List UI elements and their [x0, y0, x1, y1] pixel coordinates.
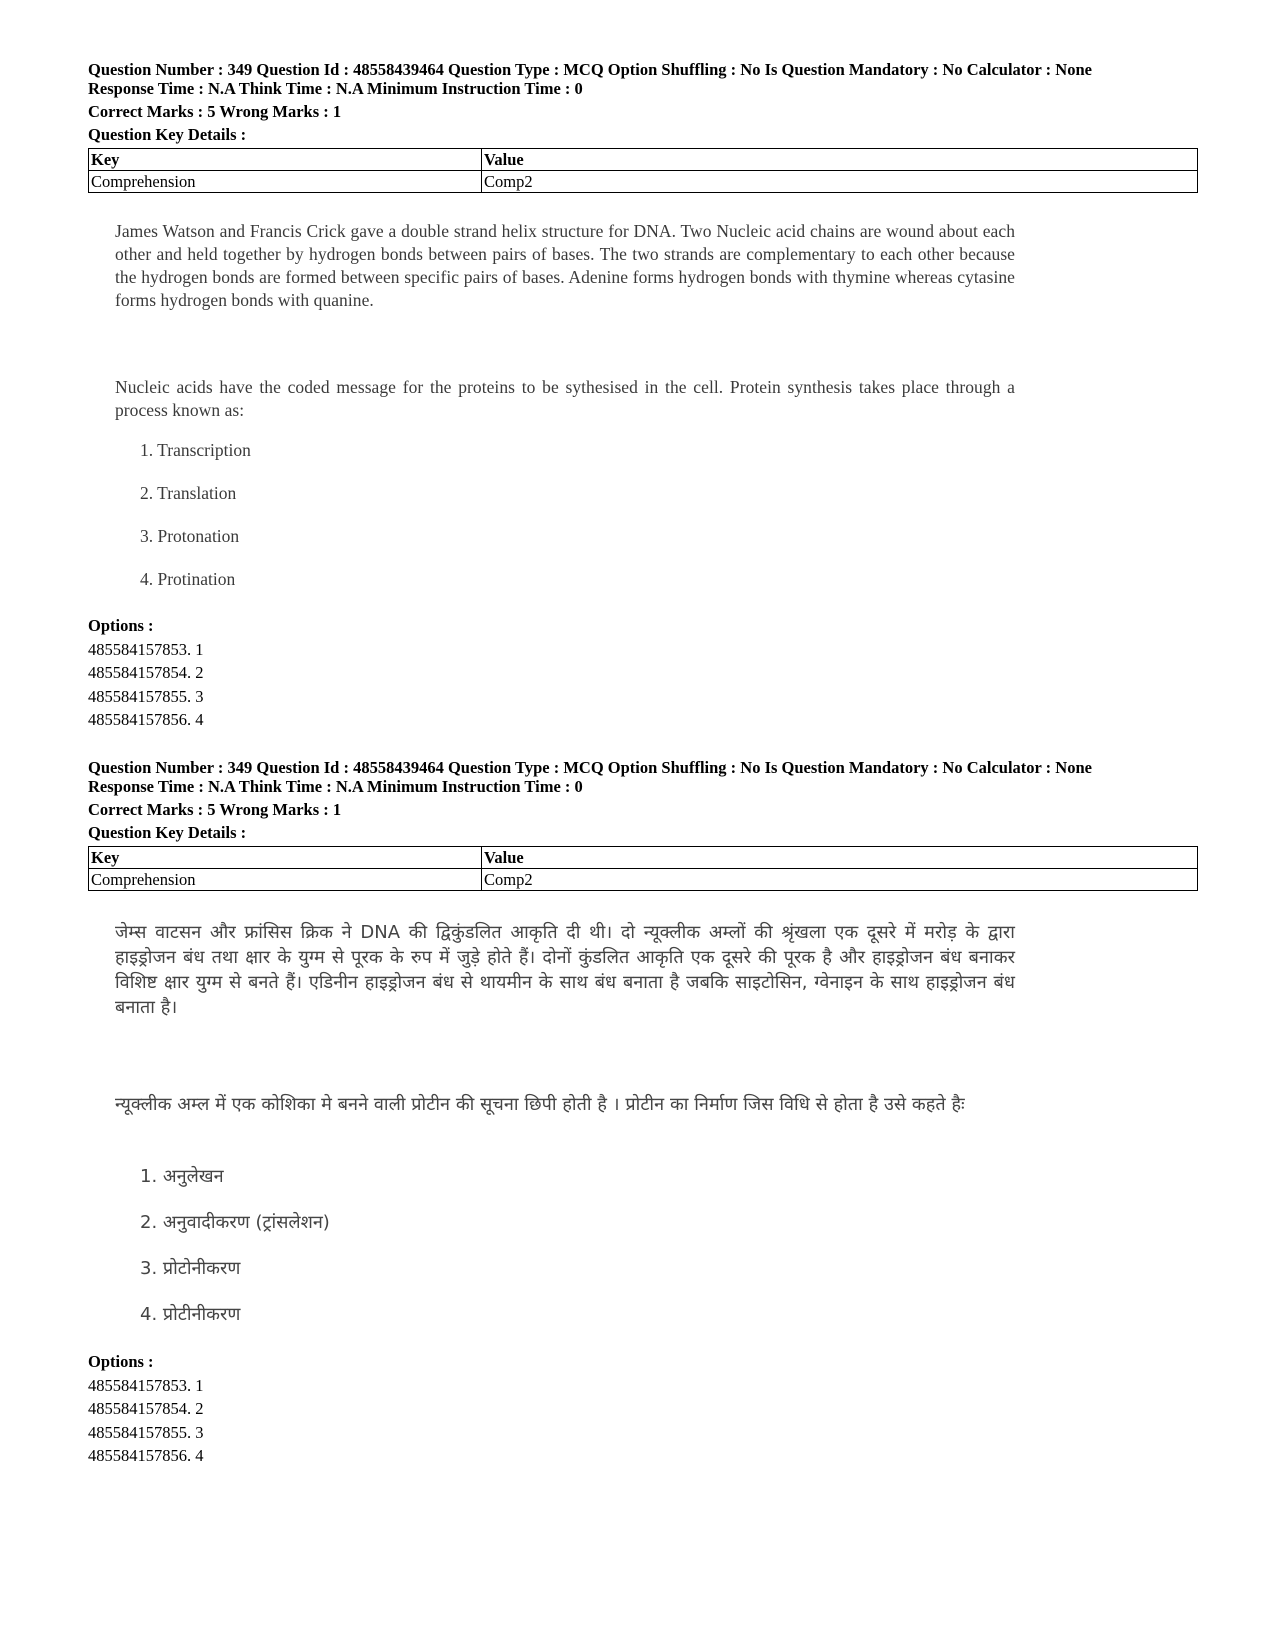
- list-item: 2. अनुवादीकरण (ट्रांसलेशन): [140, 1212, 330, 1233]
- list-item: 3. प्रोटोनीकरण: [140, 1258, 241, 1279]
- table-header-row: [89, 149, 1198, 171]
- question-text: न्यूक्लीक अम्ल में एक कोशिका मे बनने वाली प्रोटीन की सूचना छिपी होती है । प्रोटीन का निर्माण जिस विधि से होता है उसे कहते हैः: [115, 1094, 965, 1115]
- option-item: 485584157853. 1: [88, 1375, 204, 1395]
- option-item: 485584157854. 2: [88, 663, 204, 682]
- options-block: [88, 614, 204, 732]
- list-item: 2. Translation: [140, 483, 237, 503]
- table-cell-value: Comp2: [482, 171, 1198, 193]
- table-cell-value: Comp2: [482, 869, 1198, 891]
- question-header-line2: Response Time : N.A Think Time : N.A Minimum Instruction Time : 0: [88, 79, 583, 98]
- option-item: 485584157856. 4: [88, 710, 204, 729]
- option-item: 485584157853. 1: [88, 639, 204, 659]
- list-item: 1. Transcription: [140, 440, 251, 460]
- options-title: Options :: [88, 1352, 154, 1371]
- list-item: 3. Protonation: [140, 526, 240, 546]
- key-details-table: [88, 148, 1198, 193]
- list-item: 1. अनुलेखन: [140, 1166, 224, 1187]
- list-item: 4. Protination: [140, 569, 236, 589]
- table-header-value: Value: [482, 847, 1198, 869]
- options-block: [88, 1350, 204, 1468]
- table-header-row: [89, 847, 1198, 869]
- comprehension-passage: जेम्स वाटसन और फ्रांसिस क्रिक ने DNA की द्विकुंडलित आकृति दी थी। दो न्यूक्लीक अम्लों की श्रृंखला एक दूसरे में मरोड़ के द्वारा हाइड्रोजन बंध तथा क्षार के युग्म से पूरक के रुप में जुड़े होते हैं। दोनों कुंडलित आकृति एक दूसरे की पूरक है और हाइड्रोजन बंध बनाकर विशिष्ट क्षार युग्म से बनते हैं। एडिनीन हाइड्रोजन बंध से थायमीन के साथ बंध बनाता है जबकि साइटोसिन, ग्वेनाइन के साथ हाइड्रोजन बंध बनाता है।: [115, 922, 1015, 1018]
- question-header-line2: Response Time : N.A Think Time : N.A Minimum Instruction Time : 0: [88, 777, 583, 796]
- table-row: [89, 171, 1198, 193]
- question-header-line1: Question Number : 349 Question Id : 48558439464 Question Type : MCQ Option Shuffling : No Is Question Mandatory : No Calculator : None: [88, 60, 1092, 79]
- option-item: 485584157855. 3: [88, 686, 204, 706]
- table-cell-key: Comprehension: [89, 869, 482, 891]
- marks-line: Correct Marks : 5 Wrong Marks : 1: [88, 800, 342, 819]
- option-item: 485584157856. 4: [88, 1446, 204, 1465]
- question-meta-block: [88, 758, 1198, 891]
- key-details-title: Question Key Details :: [88, 823, 247, 842]
- table-row: [89, 869, 1198, 891]
- question-header-line1: Question Number : 349 Question Id : 48558439464 Question Type : MCQ Option Shuffling : No Is Question Mandatory : No Calculator : None: [88, 758, 1092, 777]
- options-title: Options :: [88, 616, 154, 635]
- marks-line: Correct Marks : 5 Wrong Marks : 1: [88, 102, 342, 121]
- question-text: Nucleic acids have the coded message for the proteins to be sythesised in the cell. Protein synthesis takes place through a process known as:: [115, 377, 1015, 420]
- table-cell-key: Comprehension: [89, 171, 482, 193]
- question-meta-block: [88, 60, 1198, 193]
- list-item: 4. प्रोटीनीकरण: [140, 1304, 241, 1325]
- comprehension-passage: James Watson and Francis Crick gave a double strand helix structure for DNA. Two Nucleic acid chains are wound about each other and held together by hydrogen bonds between pairs of bases. The two strands are complementary to each other because the hydrogen bonds are formed between specific pairs of bases. Adenine forms hydrogen bonds with thymine whereas cytasine forms hydrogen bonds with quanine.: [115, 221, 1015, 310]
- table-header-key: Key: [89, 847, 482, 869]
- key-details-table: [88, 846, 1198, 891]
- option-item: 485584157855. 3: [88, 1422, 204, 1442]
- table-header-value: Value: [482, 149, 1198, 171]
- table-header-key: Key: [89, 149, 482, 171]
- key-details-title: Question Key Details :: [88, 125, 247, 144]
- option-item: 485584157854. 2: [88, 1399, 204, 1418]
